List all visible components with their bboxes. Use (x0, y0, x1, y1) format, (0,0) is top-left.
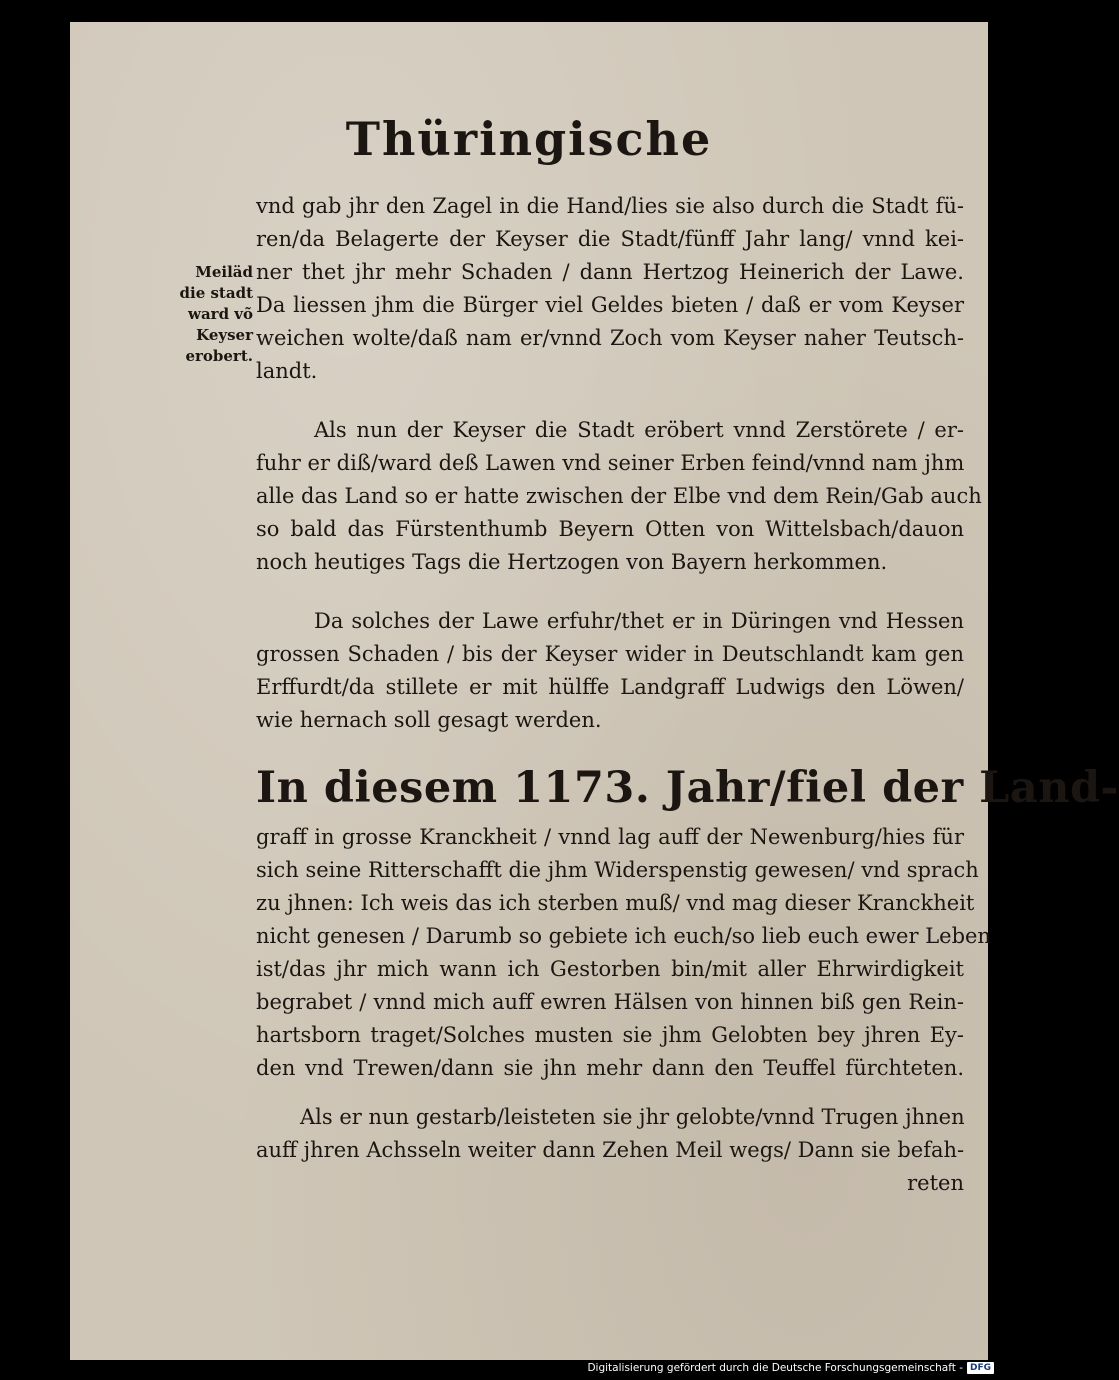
text-line: sich seine Ritterschafft die jhm Widerspenstig gewesen/ vnd sprach (256, 858, 979, 882)
dfg-logo-icon: DFG (967, 1362, 994, 1374)
margin-note-line: ward võ (188, 305, 253, 323)
paragraph-5 (256, 1101, 964, 1167)
text-line: Als er nun gestarb/leisteten sie jhr gelobte/vnnd Trugen jhnen (300, 1105, 965, 1129)
margin-note-line: Meiläd (195, 263, 253, 281)
text-line: ner thet jhr mehr Schaden / dann Hertzog Heinerich der Lawe. (256, 260, 964, 284)
footer-credit-text: Digitalisierung gefördert durch die Deutsche Forschungsgemeinschaft - (587, 1362, 963, 1374)
text-line: begrabet / vnnd mich auff ewren Hälsen von hinnen biß gen Rein- (256, 990, 964, 1014)
paragraph-1 (256, 190, 964, 388)
section-headline: In diesem 1173. Jahr/fiel der Land- (256, 763, 1119, 813)
text-line: weichen wolte/daß nam er/vnnd Zoch vom Keyser naher Teutsch- (256, 326, 964, 350)
text-line: ren/da Belagerte der Keyser die Stadt/fünff Jahr lang/ vnnd kei- (256, 227, 964, 251)
paragraph-4 (256, 755, 1119, 1085)
body-text (256, 190, 1119, 1200)
text-line: noch heutiges Tags die Hertzogen von Bayern herkommen. (256, 550, 888, 574)
catchword: reten (907, 1171, 964, 1195)
text-line: Da solches der Lawe erfuhr/thet er in Düringen vnd Hessen (314, 609, 964, 633)
text-line: alle das Land so er hatte zwischen der Elbe vnd dem Rein/Gab auch (256, 484, 982, 508)
text-line: Erffurdt/da stillete er mit hülffe Landgraff Ludwigs den Löwen/ (256, 675, 964, 699)
margin-note-line: die stadt (179, 284, 253, 302)
paragraph-3 (256, 605, 964, 737)
page-header-title: Thüringische (345, 112, 713, 166)
text-line: fuhr er diß/ward deß Lawen vnd seiner Erben feind/vnnd nam jhm (256, 451, 965, 475)
text-line: wie hernach soll gesagt werden. (256, 708, 602, 732)
book-page (70, 22, 1119, 1360)
text-line: Als nun der Keyser die Stadt eröbert vnnd Zerstörete / er- (314, 418, 964, 442)
text-line: nicht genesen / Darumb so gebiete ich euch/so lieb euch ewer Leben (256, 924, 991, 948)
text-line: landt. (256, 359, 318, 383)
margin-note-line: Keyser (196, 326, 253, 344)
text-line: grossen Schaden / bis der Keyser wider in Deutschlandt kam gen (256, 642, 964, 666)
text-line: hartsborn traget/Solches musten sie jhm Gelobten bey jhren Ey- (256, 1023, 964, 1047)
text-line: den vnd Trewen/dann sie jhn mehr dann den Teuffel fürchteten. (256, 1056, 964, 1080)
footer-credit (587, 1360, 994, 1376)
text-line: vnd gab jhr den Zagel in die Hand/lies sie also durch die Stadt fü- (256, 194, 964, 218)
text-line: Da liessen jhm die Bürger viel Geldes bieten / daß er vom Keyser (256, 293, 964, 317)
text-line: auff jhren Achsseln weiter dann Zehen Meil wegs/ Dann sie befah- (256, 1138, 965, 1162)
margin-note (163, 262, 253, 367)
paragraph-2 (256, 414, 982, 579)
text-line: zu jhnen: Ich weis das ich sterben muß/ vnd mag dieser Kranckheit (256, 891, 975, 915)
text-line: graff in grosse Kranckheit / vnnd lag auff der Newenburg/hies für (256, 825, 964, 849)
text-line: ist/das jhr mich wann ich Gestorben bin/mit aller Ehrwirdigkeit (256, 957, 964, 981)
text-line: so bald das Fürstenthumb Beyern Otten von Wittelsbach/dauon (256, 517, 964, 541)
margin-note-line: erobert. (185, 347, 253, 365)
